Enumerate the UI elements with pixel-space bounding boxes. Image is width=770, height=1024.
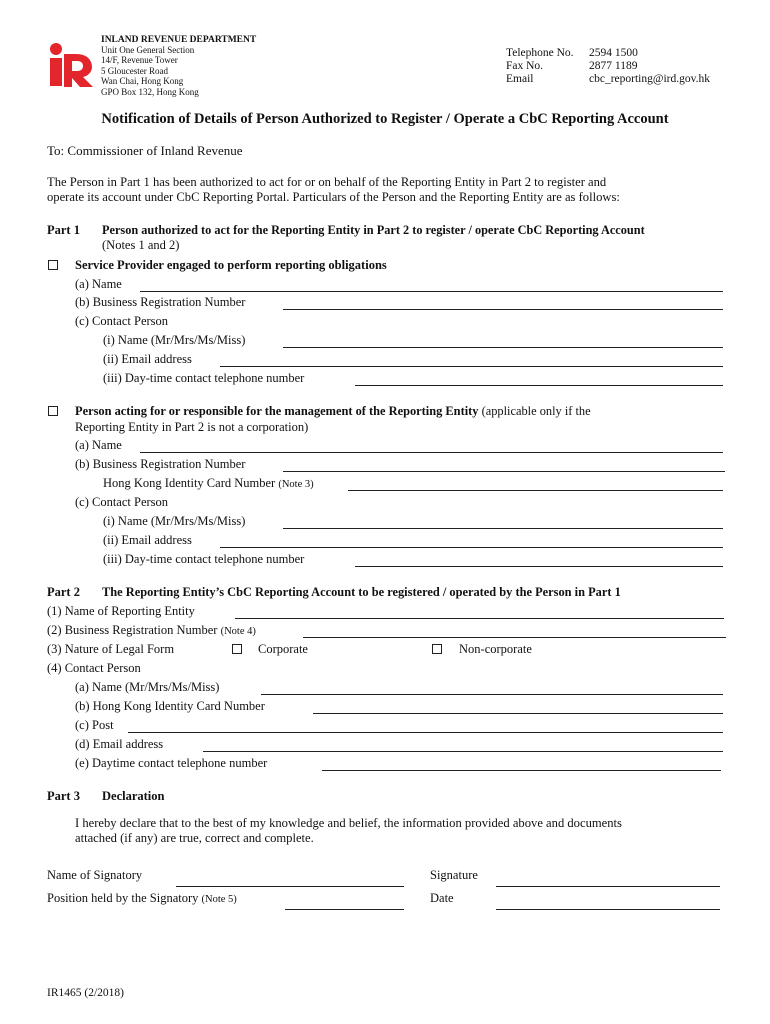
rp-contact-name-field[interactable] (283, 528, 723, 529)
intro-line-2: operate its account under CbC Reporting Portal. Particulars of the Person and the Reporting Entity are as follows: (47, 190, 620, 204)
date-field[interactable] (496, 909, 720, 910)
field-label: (iii) Day-time contact telephone number (103, 552, 305, 566)
contact-value: 2594 1500 (589, 47, 638, 59)
to-line: To: Commissioner of Inland Revenue (47, 143, 243, 158)
corporate-checkbox[interactable] (232, 644, 242, 654)
field-label: (i) Name (Mr/Mrs/Ms/Miss) (103, 514, 246, 528)
signatory-name-field[interactable] (176, 886, 404, 887)
field-label: (c) Contact Person (75, 314, 169, 328)
declaration-line-1: I hereby declare that to the best of my knowledge and belief, the information provided above and documents (75, 816, 622, 830)
part3-label: Part 3 (47, 789, 80, 803)
address-line-3: 5 Gloucester Road (101, 65, 168, 76)
field-label: (ii) Email address (103, 533, 192, 547)
sp-name-field[interactable] (140, 291, 723, 292)
signature-field[interactable] (496, 886, 720, 887)
re-brn-field[interactable] (303, 637, 726, 638)
rp-hkid-field[interactable] (348, 490, 723, 491)
rp-brn-field[interactable] (283, 471, 725, 472)
field-label: (1) Name of Reporting Entity (47, 604, 195, 618)
sp-contact-name-field[interactable] (283, 347, 723, 348)
part1-label: Part 1 (47, 223, 80, 237)
field-label: (i) Name (Mr/Mrs/Ms/Miss) (103, 333, 246, 347)
field-label: (b) Business Registration Number (75, 457, 246, 471)
part1-notes: (Notes 1 and 2) (102, 238, 180, 252)
contact-value: 2877 1189 (589, 60, 638, 72)
contact-label: Fax No. (506, 60, 544, 72)
contact-label: Email (506, 73, 534, 85)
responsible-person-heading-line2: Reporting Entity in Part 2 is not a corporation) (75, 420, 309, 434)
sp-brn-field[interactable] (283, 309, 723, 310)
rp-name-field[interactable] (140, 452, 723, 453)
part3-heading: Declaration (102, 789, 165, 803)
re-email-field[interactable] (203, 751, 723, 752)
ird-logo-icon (46, 40, 94, 88)
field-label: Hong Kong Identity Card Number (Note 3) (103, 476, 314, 490)
declaration-line-2: attached (if any) are true, correct and complete. (75, 831, 314, 845)
part1-heading: Person authorized to act for the Reporting Entity in Part 2 to register / operate CbC Reporting Account (102, 223, 645, 237)
field-label: (c) Post (75, 718, 114, 732)
field-label: (a) Name (75, 438, 122, 452)
re-contact-name-field[interactable] (261, 694, 723, 695)
re-hkid-field[interactable] (313, 713, 723, 714)
sp-telephone-field[interactable] (355, 385, 723, 386)
address-line-4: Wan Chai, Hong Kong (101, 76, 184, 87)
department-name: INLAND REVENUE DEPARTMENT (101, 35, 257, 45)
field-label: (b) Business Registration Number (75, 295, 246, 309)
re-telephone-field[interactable] (322, 770, 721, 771)
field-label: (iii) Day-time contact telephone number (103, 371, 305, 385)
re-post-field[interactable] (128, 732, 723, 733)
field-label: (a) Name (75, 277, 122, 291)
field-label: (c) Contact Person (75, 495, 169, 509)
form-title: Notification of Details of Person Authorized to Register / Operate a CbC Reporting Account (101, 111, 669, 127)
intro-line-1: The Person in Part 1 has been authorized to act for or on behalf of the Reporting Entity in Part 2 to register and (47, 175, 607, 189)
field-label: (e) Daytime contact telephone number (75, 756, 268, 770)
address-line-2: 14/F, Revenue Tower (101, 55, 178, 66)
signatory-name-label: Name of Signatory (47, 868, 143, 882)
responsible-person-heading: Person acting for or responsible for the management of the Reporting Entity (applicable only if the (75, 404, 591, 418)
form-code: IR1465 (2/2018) (47, 987, 124, 999)
noncorporate-checkbox[interactable] (432, 644, 442, 654)
field-label: (b) Hong Kong Identity Card Number (75, 699, 265, 713)
address-line-1: Unit One General Section (101, 45, 195, 55)
field-label: (d) Email address (75, 737, 164, 751)
rp-email-field[interactable] (220, 547, 723, 548)
contact-value: cbc_reporting@ird.gov.hk (589, 73, 710, 85)
responsible-person-checkbox[interactable] (48, 406, 58, 416)
contact-label: Telephone No. (506, 47, 574, 59)
service-provider-heading: Service Provider engaged to perform reporting obligations (75, 258, 387, 272)
part2-heading: The Reporting Entity’s CbC Reporting Account to be registered / operated by the Person in Part 1 (102, 585, 621, 599)
sp-email-field[interactable] (220, 366, 723, 367)
corporate-label: Corporate (258, 642, 308, 656)
noncorporate-label: Non-corporate (459, 642, 532, 656)
field-label: (2) Business Registration Number (Note 4) (47, 623, 256, 637)
position-field[interactable] (285, 909, 404, 910)
signature-label: Signature (430, 868, 478, 882)
field-label: (4) Contact Person (47, 661, 141, 675)
field-label: (ii) Email address (103, 352, 192, 366)
field-label: (a) Name (Mr/Mrs/Ms/Miss) (75, 680, 220, 694)
position-label: Position held by the Signatory (Note 5) (47, 891, 237, 905)
rp-telephone-field[interactable] (355, 566, 723, 567)
re-name-field[interactable] (235, 618, 724, 619)
address-line-5: GPO Box 132, Hong Kong (101, 86, 199, 97)
part2-label: Part 2 (47, 585, 80, 599)
service-provider-checkbox[interactable] (48, 260, 58, 270)
date-label: Date (430, 891, 454, 905)
field-label: (3) Nature of Legal Form (47, 642, 175, 656)
